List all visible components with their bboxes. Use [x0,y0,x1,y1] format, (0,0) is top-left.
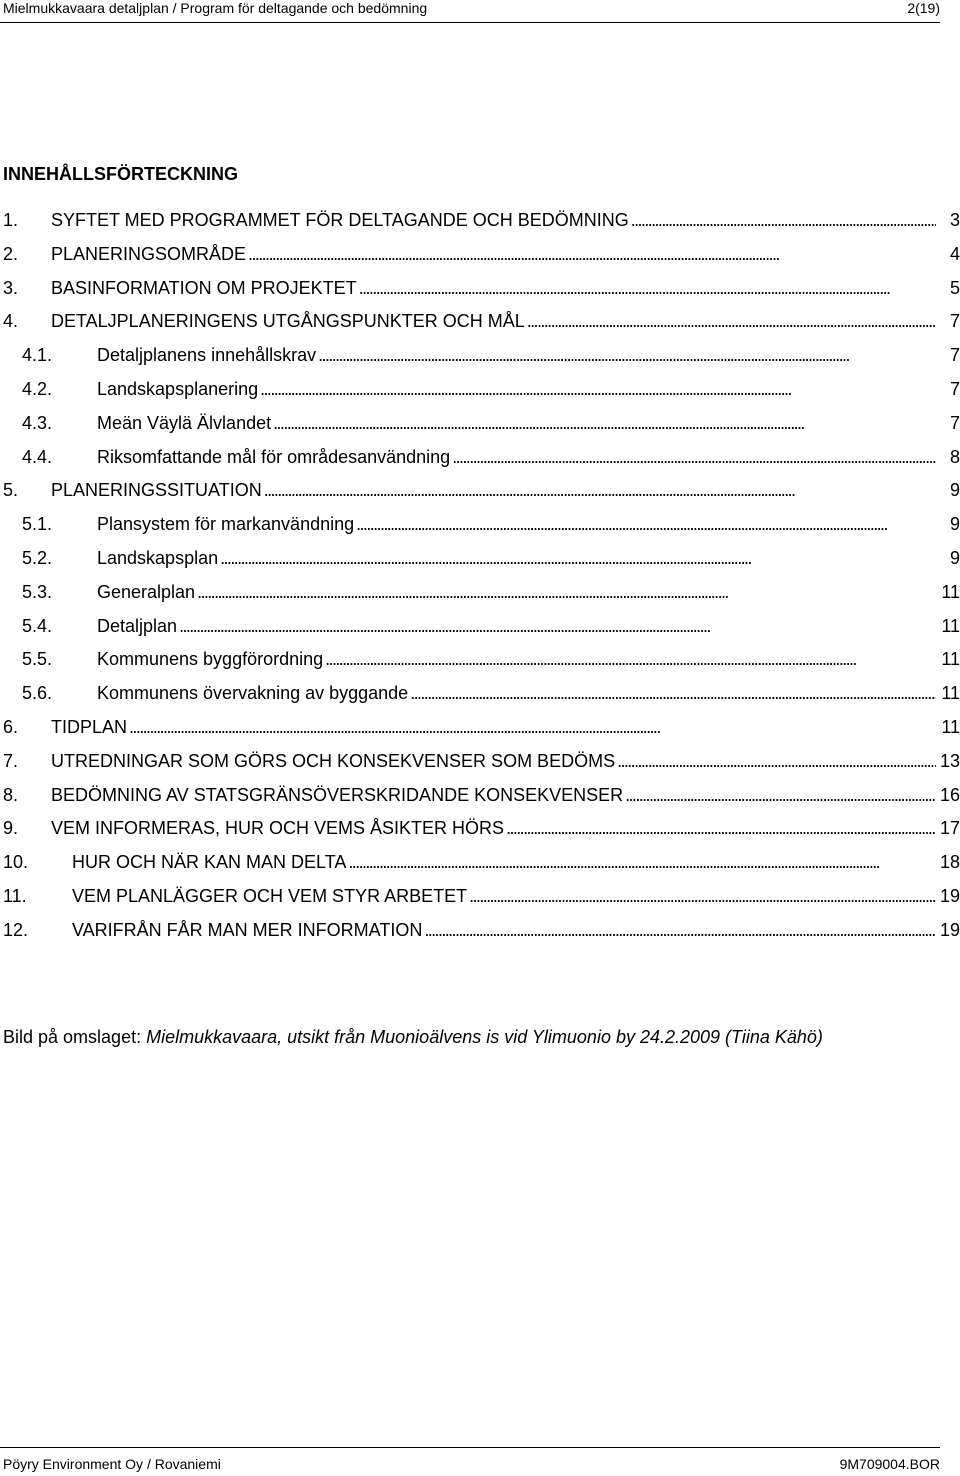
toc-entry-label: Detaljplanens innehållskrav [97,345,317,366]
footer-company: Pöyry Environment Oy / Rovaniemi [3,1456,221,1472]
toc-entry-label: VEM INFORMERAS, HUR OCH VEMS ÅSIKTER HÖRS [51,818,505,839]
toc-entry[interactable] [0,447,960,481]
toc-entry[interactable] [0,210,960,244]
toc-entry-label: BASINFORMATION OM PROJEKTET [51,277,357,298]
toc-entry-number: 5.5. [22,649,53,670]
toc-dot-leader [356,514,936,535]
toc-dot-leader [179,616,936,637]
toc-entry-label: Landskapsplanering [97,378,259,399]
toc-dot-leader [220,548,936,569]
toc-dot-leader [359,278,936,299]
toc-entry-label: PLANERINGSSITUATION [51,480,262,501]
toc-dot-leader [506,818,936,839]
toc-entry[interactable] [0,244,960,278]
toc-entry-label: DETALJPLANERINGENS UTGÅNGSPUNKTER OCH MÅL [51,311,525,332]
toc-entry[interactable] [0,751,960,785]
footer-document-id: 9M709004.BOR [839,1456,940,1472]
toc-entry[interactable] [0,345,960,379]
toc-entry-page: 7 [949,378,960,399]
toc-entry-number: 4. [3,311,19,332]
toc-entry-number: 7. [3,750,19,771]
toc-entry-number: 10. [3,852,29,873]
toc-dot-leader [197,582,936,603]
toc-dot-leader [260,379,936,400]
toc-entry[interactable] [0,886,960,920]
toc-entry-label: UTREDNINGAR SOM GÖRS OCH KONSEKVENSER SOM BEDÖMS [51,750,616,771]
page-header [0,0,940,23]
toc-dot-leader [273,413,936,434]
page-footer [0,1447,940,1476]
toc-entry[interactable] [0,616,960,650]
toc-entry[interactable] [0,480,960,514]
toc-entry-label: TIDPLAN [51,716,128,737]
toc-entry-page: 11 [941,683,960,704]
toc-entry-number: 4.1. [22,345,53,366]
toc-entry-page: 9 [949,547,960,568]
toc-entry-page: 11 [941,716,960,737]
toc-entry-label: Kommunens övervakning av byggande [97,683,409,704]
toc-entry-label: Riksomfattande mål för områdesanvändning [97,446,451,467]
toc-entry[interactable] [0,818,960,852]
toc-entry-number: 5. [3,480,19,501]
toc-entry-label: Meän Väylä Älvlandet [97,412,272,433]
toc-entry-number: 2. [3,243,19,264]
toc-entry-page: 4 [949,243,960,264]
toc-entry-number: 12. [3,919,29,940]
toc-dot-leader [129,717,936,738]
toc-dot-leader [410,683,936,704]
toc-entry-page: 7 [949,311,960,332]
cover-caption-text: Mielmukkavaara, utsikt från Muonioälvens is vid Ylimuonio by 24.2.2009 (Tiina Kähö) [146,1027,823,1047]
toc-entry-page: 9 [949,514,960,535]
toc-entry-page: 7 [949,412,960,433]
toc-entry[interactable] [0,514,960,548]
document-title: Mielmukkavaara detaljplan / Program för deltagande och bedömning [3,0,428,16]
toc-entry-page: 7 [949,345,960,366]
toc-entry[interactable] [0,278,960,312]
toc-entry-label: BEDÖMNING AV STATSGRÄNSÖVERSKRIDANDE KONSEKVENSER [51,784,624,805]
toc-entry-number: 6. [3,716,19,737]
toc-dot-leader [469,886,936,907]
toc-entry-label: PLANERINGSOMRÅDE [51,243,247,264]
toc-entry-label: HUR OCH NÄR KAN MAN DELTA [72,852,347,873]
toc-dot-leader [248,244,936,265]
toc-entry-page: 13 [939,750,960,771]
toc-entry-number: 5.6. [22,683,53,704]
toc-entry-number: 5.1. [22,514,53,535]
table-of-contents [0,210,960,954]
toc-dot-leader [318,345,936,366]
toc-entry-label: Landskapsplan [97,547,219,568]
toc-entry-page: 3 [949,210,960,230]
toc-entry[interactable] [0,920,960,954]
toc-dot-leader [625,785,936,806]
toc-entry[interactable] [0,548,960,582]
toc-entry-number: 5.2. [22,547,53,568]
toc-entry-page: 8 [949,446,960,467]
toc-entry[interactable] [0,852,960,886]
toc-entry-page: 5 [949,277,960,298]
toc-dot-leader [424,920,936,941]
toc-entry-label: Generalplan [97,581,196,602]
toc-entry[interactable] [0,582,960,616]
toc-dot-leader [631,210,936,231]
toc-entry[interactable] [0,717,960,751]
toc-entry-page: 17 [939,818,960,839]
toc-entry-page: 16 [939,784,960,805]
toc-entry-number: 5.4. [22,615,53,636]
toc-entry-page: 9 [949,480,960,501]
toc-entry-number: 11. [3,885,27,906]
cover-caption-prefix: Bild på omslaget: [3,1027,147,1047]
toc-entry-number: 5.3. [22,581,53,602]
toc-dot-leader [348,852,936,873]
toc-entry-number: 4.2. [22,378,53,399]
toc-entry[interactable] [0,785,960,819]
cover-photo-caption [3,1027,823,1048]
toc-entry[interactable] [0,379,960,413]
page-number: 2(19) [907,0,940,16]
toc-dot-leader [325,649,936,670]
toc-entry[interactable] [0,413,960,447]
toc-entry-label: Kommunens byggförordning [97,649,324,670]
toc-entry-page: 19 [939,919,960,940]
toc-entry-number: 4.4. [22,446,53,467]
toc-entry-page: 11 [941,581,960,602]
toc-entry-page: 11 [941,615,960,636]
toc-dot-leader [452,447,936,468]
toc-entry-number: 9. [3,818,19,839]
toc-entry[interactable] [0,311,960,345]
toc-dot-leader [527,311,936,332]
toc-entry-label: Detaljplan [97,615,178,636]
toc-entry-label: VEM PLANLÄGGER OCH VEM STYR ARBETET [72,885,468,906]
toc-entry-number: 4.3. [22,412,53,433]
toc-entry[interactable] [0,649,960,683]
toc-entry-page: 11 [941,649,960,670]
toc-entry-label: SYFTET MED PROGRAMMET FÖR DELTAGANDE OCH BEDÖMNING [51,210,629,230]
toc-entry[interactable] [0,683,960,717]
toc-entry-number: 8. [3,784,19,805]
toc-entry-page: 18 [939,852,960,873]
toc-heading: INNEHÅLLSFÖRTECKNING [3,164,238,184]
toc-entry-number: 3. [3,277,19,298]
toc-dot-leader [264,480,936,501]
toc-entry-label: VARIFRÅN FÅR MAN MER INFORMATION [72,919,423,940]
toc-entry-number: 1. [3,210,19,230]
toc-entry-page: 19 [939,885,960,906]
toc-dot-leader [617,751,936,772]
toc-entry-label: Plansystem för markanvändning [97,514,355,535]
